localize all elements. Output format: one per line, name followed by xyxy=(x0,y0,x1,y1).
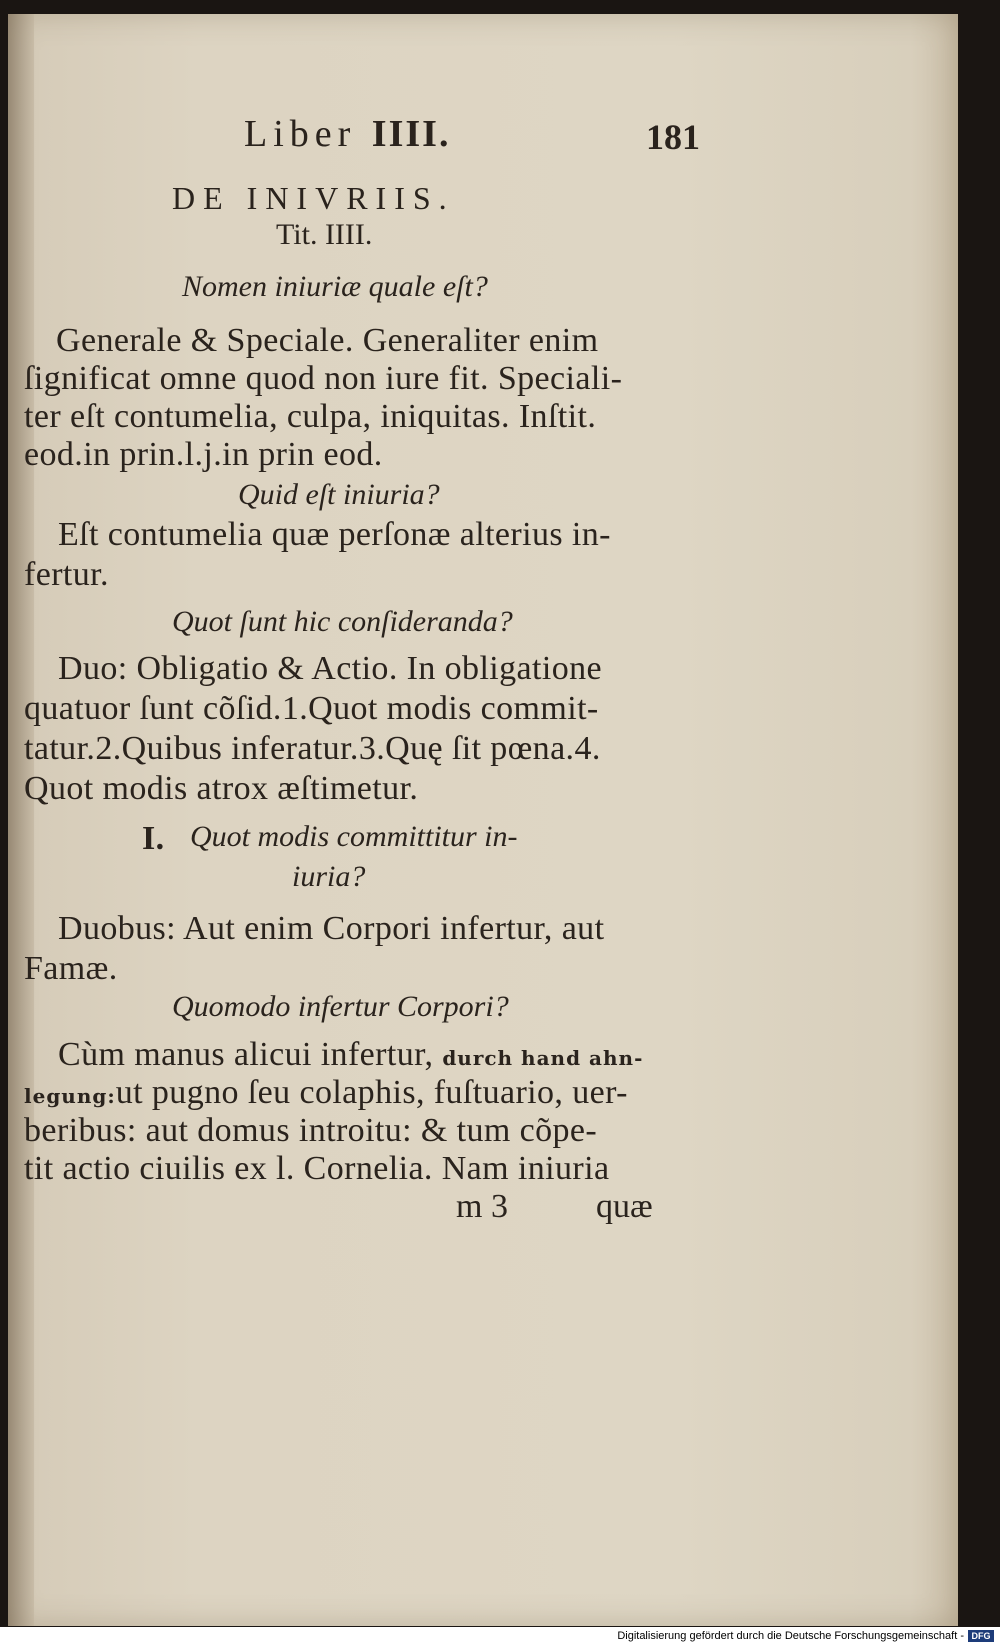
running-head-liber: Liber xyxy=(244,113,357,155)
dfg-logo-icon: DFG xyxy=(968,1630,994,1642)
answer-4-line-1: Duobus: Aut enim Corpori infertur, aut xyxy=(58,910,605,947)
answer-3-line-4: Quot modis atrox æſtimetur. xyxy=(24,770,419,807)
answer-5-line-2-text: ut pugno ſeu colaphis, fuſtuario, uer- xyxy=(115,1074,628,1111)
funding-credit: Digitalisierung gefördert durch die Deutsche Forschungsgemeinschaft - xyxy=(617,1630,964,1642)
question-3: Quot ſunt hic conſideranda? xyxy=(172,605,513,638)
section-subtitle: Tit. IIII. xyxy=(276,218,373,251)
answer-5-line-1 xyxy=(58,1036,643,1074)
signature-mark: m 3 xyxy=(456,1188,508,1225)
answer-2-line-2: fertur. xyxy=(24,556,109,593)
running-head xyxy=(244,112,450,156)
question-4-line-1: Quot modis committitur in- xyxy=(190,820,518,853)
question-4-number: I. xyxy=(142,820,165,857)
answer-1-line-3: ter eſt contumelia, culpa, iniquitas. Inſtit. xyxy=(24,398,597,435)
running-head-book-number: IIII. xyxy=(371,113,451,155)
answer-5-line-1-text: Cùm manus alicui infertur, xyxy=(58,1036,434,1073)
answer-1-line-2: ſignificat omne quod non iure fit. Speciali- xyxy=(24,360,623,397)
question-2: Quid eſt iniuria? xyxy=(238,478,440,511)
section-title: DE INIVRIIS. xyxy=(172,180,455,216)
answer-5-line-3: beribus: aut domus introitu: & tum cõpe- xyxy=(24,1112,598,1149)
answer-3-line-2: quatuor ſunt cõſid.1.Quot modis commit- xyxy=(24,690,599,727)
answer-4-line-2: Famæ. xyxy=(24,950,118,987)
answer-1-line-1: Generale & Speciale. Generaliter enim xyxy=(56,322,599,359)
answer-3-line-1: Duo: Obligatio & Actio. In obligatione xyxy=(58,650,603,687)
answer-5-line-4: tit actio ciuilis ex l. Cornelia. Nam iniuria xyxy=(24,1150,610,1187)
answer-2-line-1: Eſt contumelia quæ perſonæ alterius in- xyxy=(58,516,611,553)
page-number: 181 xyxy=(646,117,700,157)
question-4-line-2: iuria? xyxy=(292,860,366,893)
question-5: Quomodo infertur Corpori? xyxy=(172,990,509,1023)
answer-5-line-2 xyxy=(24,1074,628,1112)
question-1: Nomen iniuriæ quale eſt? xyxy=(182,270,488,303)
answer-5-german-gloss-2: legung: xyxy=(24,1084,116,1108)
answer-1-line-4: eod.in prin.l.j.in prin eod. xyxy=(24,436,383,473)
answer-5-german-gloss-1: durch hand ahn- xyxy=(442,1046,644,1070)
answer-3-line-3: tatur.2.Quibus inferatur.3.Quę ſit pœna.4. xyxy=(24,730,601,767)
catchword: quæ xyxy=(596,1188,653,1225)
page-gutter-shadow xyxy=(8,14,34,1626)
